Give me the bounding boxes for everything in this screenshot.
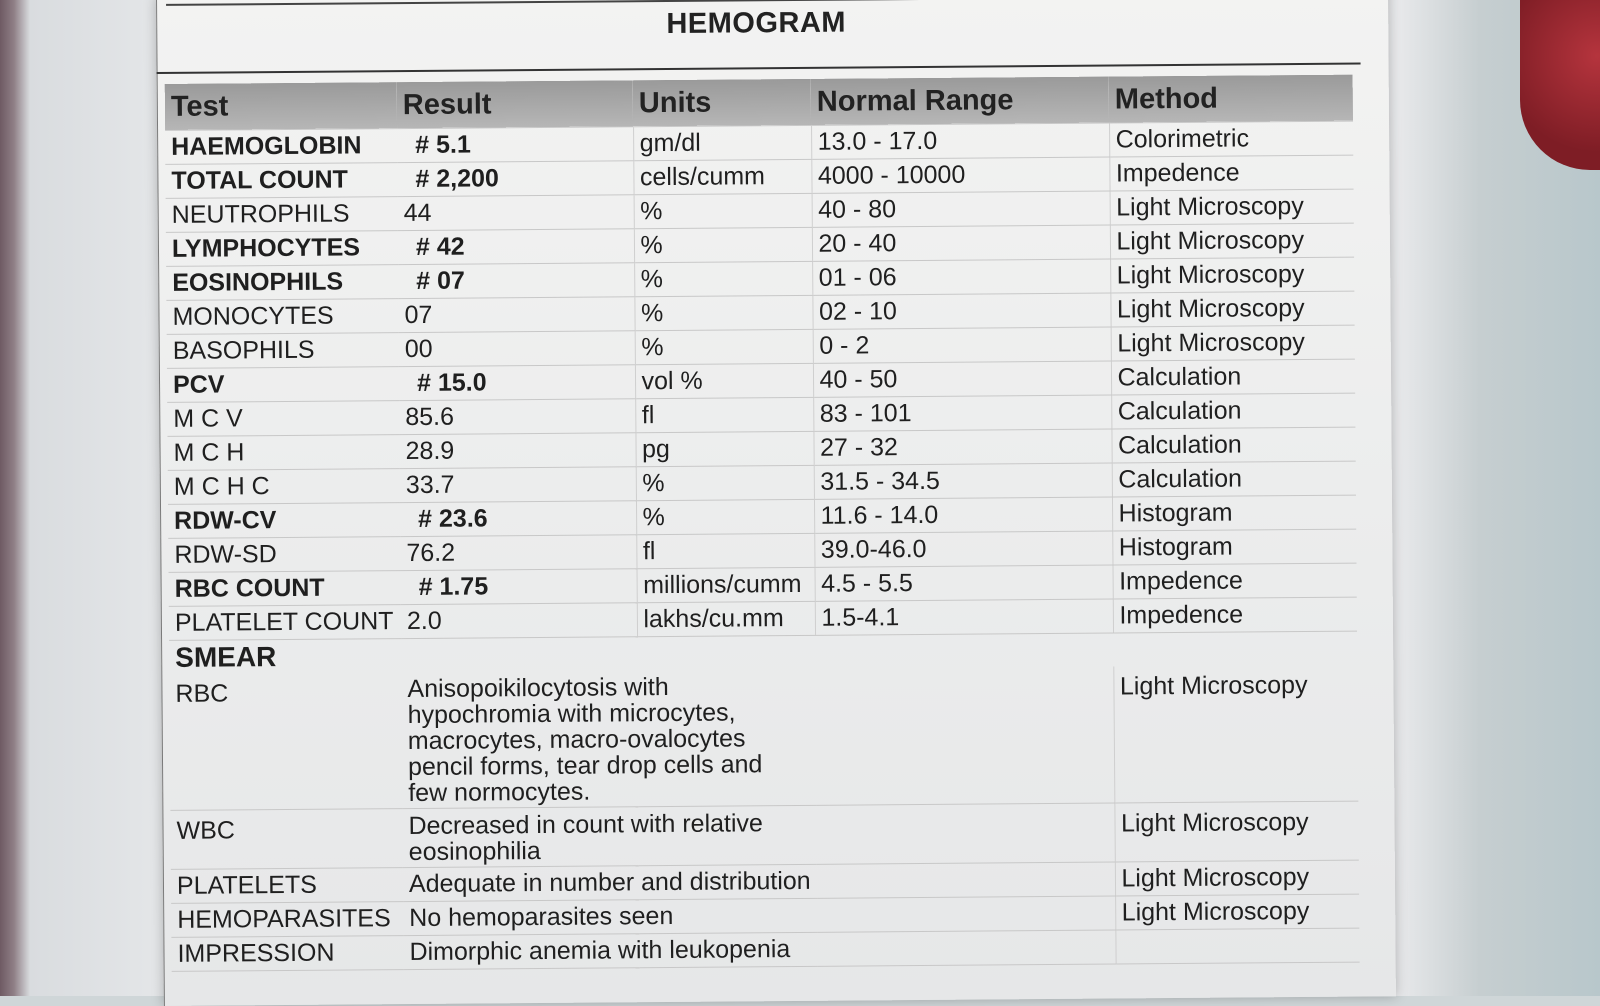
smear-finding: No hemoparasites seen: [403, 896, 1115, 936]
normal-range-cell: 11.6 - 14.0: [814, 497, 1112, 533]
units-cell: %: [634, 261, 812, 296]
test-name-cell: NEUTROPHILS: [166, 197, 398, 233]
result-cell: # 2,200: [397, 161, 633, 197]
test-name-cell: RDW-SD: [168, 537, 400, 573]
method-cell: Impedence: [1113, 597, 1357, 633]
smear-section: [169, 631, 1360, 971]
units-cell: pg: [635, 431, 813, 466]
method-cell: Calculation: [1111, 427, 1355, 463]
header-normal-range: Normal Range: [811, 77, 1109, 126]
normal-range-cell: 01 - 06: [812, 259, 1110, 295]
result-cell: # 07: [398, 263, 634, 299]
method-cell: Light Microscopy: [1110, 189, 1354, 225]
smear-label: PLATELETS: [171, 868, 403, 904]
result-cell: 33.7: [400, 467, 636, 503]
test-name-cell: LYMPHOCYTES: [166, 231, 398, 267]
normal-range-cell: 0 - 2: [813, 327, 1111, 363]
test-name-cell: PLATELET COUNT: [169, 605, 401, 641]
normal-range-cell: 39.0-46.0: [814, 531, 1112, 567]
units-cell: fl: [636, 533, 814, 568]
result-cell: 44: [398, 195, 634, 231]
result-cell: # 5.1: [397, 127, 633, 163]
normal-range-cell: 83 - 101: [813, 395, 1111, 431]
test-name-cell: M C H: [167, 435, 399, 471]
result-cell: 85.6: [399, 399, 635, 435]
method-cell: Impedence: [1109, 155, 1353, 191]
smear-method: Light Microscopy: [1115, 894, 1359, 930]
normal-range-cell: 4000 - 10000: [811, 157, 1109, 193]
method-cell: Light Microscopy: [1110, 223, 1354, 259]
report-sheet: [156, 0, 1396, 1006]
smear-finding: Decreased in count with relative eosinophilia: [402, 803, 1114, 868]
smear-finding: Adequate in number and distribution: [403, 862, 1115, 902]
method-cell: Light Microscopy: [1110, 257, 1354, 293]
report-title: HEMOGRAM: [666, 6, 847, 40]
smear-label: RBC: [169, 672, 402, 810]
units-cell: %: [634, 295, 812, 330]
header-units: Units: [633, 79, 811, 127]
units-cell: %: [636, 465, 814, 500]
smear-method: Light Microscopy: [1113, 665, 1358, 803]
smear-method: Light Microscopy: [1115, 860, 1359, 896]
hemogram-table: [165, 75, 1360, 972]
normal-range-cell: 27 - 32: [813, 429, 1111, 465]
normal-range-cell: 40 - 80: [812, 191, 1110, 227]
smear-label: IMPRESSION: [171, 936, 403, 972]
normal-range-cell: 13.0 - 17.0: [811, 123, 1109, 159]
units-cell: %: [634, 193, 812, 228]
result-cell: # 1.75: [401, 569, 637, 605]
smear-method: Light Microscopy: [1114, 801, 1358, 862]
method-cell: Calculation: [1111, 393, 1355, 429]
header-result: Result: [397, 80, 633, 128]
method-cell: Impedence: [1112, 563, 1356, 599]
normal-range-cell: 40 - 50: [813, 361, 1111, 397]
smear-finding: Anisopoikilocytosis with hypochromia with microcytes, macrocytes, macro-ovalocytes pencil forms, tear drop cells and few normocytes.: [401, 667, 1114, 809]
normal-range-cell: 02 - 10: [812, 293, 1110, 329]
units-cell: cells/cumm: [633, 159, 811, 194]
method-cell: Calculation: [1112, 461, 1356, 497]
units-cell: %: [636, 499, 814, 534]
result-cell: 76.2: [400, 535, 636, 571]
method-cell: Light Microscopy: [1110, 291, 1354, 327]
smear-finding: Dimorphic anemia with leukopenia: [403, 930, 1115, 970]
result-cell: # 42: [398, 229, 634, 265]
smear-heading-spacer: [401, 633, 1113, 672]
result-cell: 00: [399, 331, 635, 367]
test-name-cell: RDW-CV: [168, 503, 400, 539]
smear-row-wbc: [170, 801, 1358, 869]
header-method: Method: [1109, 75, 1353, 123]
units-cell: %: [635, 329, 813, 364]
method-cell: Calculation: [1111, 359, 1355, 395]
units-cell: millions/cumm: [637, 567, 815, 602]
units-cell: fl: [635, 397, 813, 432]
units-cell: lakhs/cu.mm: [637, 601, 815, 636]
normal-range-cell: 20 - 40: [812, 225, 1110, 261]
test-name-cell: M C H C: [168, 469, 400, 505]
smear-heading: SMEAR: [175, 641, 277, 673]
result-cell: 2.0: [401, 603, 637, 639]
normal-range-cell: 31.5 - 34.5: [814, 463, 1112, 499]
result-rows: [165, 121, 1357, 640]
result-cell: # 15.0: [399, 365, 635, 401]
smear-heading-method-spacer: [1113, 631, 1357, 666]
units-cell: %: [634, 227, 812, 262]
smear-method-empty: [1115, 928, 1359, 964]
method-cell: Histogram: [1112, 529, 1356, 565]
smear-label: WBC: [170, 809, 402, 870]
test-name-cell: BASOPHILS: [167, 333, 399, 369]
normal-range-cell: 1.5-4.1: [815, 599, 1113, 635]
result-cell: 28.9: [399, 433, 635, 469]
test-name-cell: M C V: [167, 401, 399, 437]
method-cell: Histogram: [1112, 495, 1356, 531]
method-cell: Colorimetric: [1109, 121, 1353, 157]
method-cell: Light Microscopy: [1111, 325, 1355, 361]
test-name-cell: RBC COUNT: [169, 571, 401, 607]
test-name-cell: TOTAL COUNT: [165, 163, 397, 199]
test-name-cell: HAEMOGLOBIN: [165, 129, 397, 165]
test-name-cell: EOSINOPHILS: [166, 265, 398, 301]
normal-range-cell: 4.5 - 5.5: [815, 565, 1113, 601]
test-name-cell: PCV: [167, 367, 399, 403]
smear-row-rbc: [169, 665, 1358, 811]
header-test: Test: [165, 82, 397, 130]
smear-label: HEMOPARASITES: [171, 902, 403, 938]
result-cell: 07: [398, 297, 634, 333]
units-cell: gm/dl: [633, 125, 811, 160]
result-cell: # 23.6: [400, 501, 636, 537]
test-name-cell: MONOCYTES: [166, 299, 398, 335]
units-cell: vol %: [635, 363, 813, 398]
